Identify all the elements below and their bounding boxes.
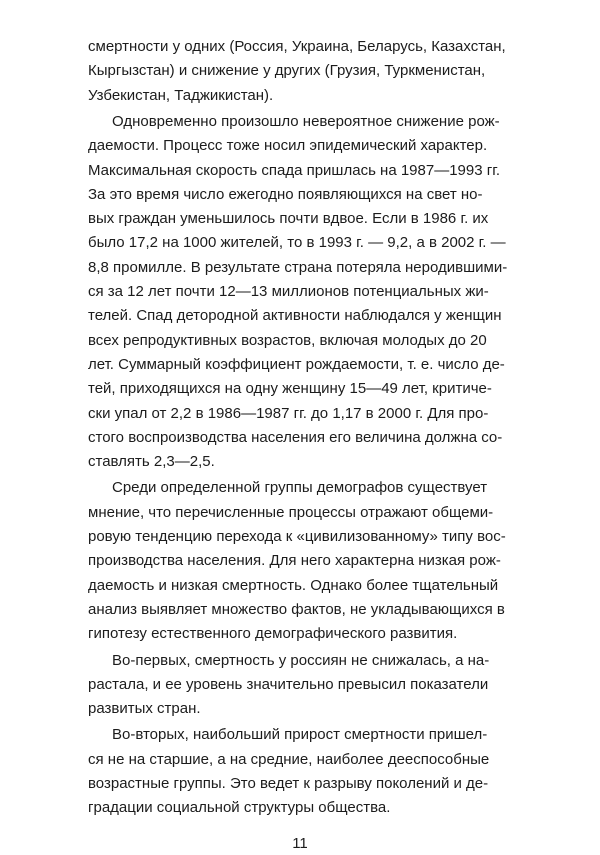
text-line: гипотезу естественного демографического развития. — [88, 625, 458, 643]
text-line: Во-вторых, наибольший прирост смертности пришел- — [112, 726, 488, 744]
text-line: даемости. Процесс тоже носил эпидемический характер. — [88, 137, 488, 155]
text-line: всех репродуктивных возрастов, включая молодых до 20 — [88, 331, 487, 349]
text-line: ся не на старшие, а на средние, наиболее дееспособные — [88, 750, 490, 768]
text-line: было 17,2 на 1000 жителей, то в 1993 г. — 9,2, а в 2002 г. — — [88, 234, 506, 252]
text-line: Максимальная скорость спада пришлась на 1987—1993 гг. — [88, 161, 501, 179]
text-line: Кыргызстан) и снижение у других (Грузия, Туркменистан, — [88, 62, 486, 80]
text-line: ся за 12 лет почти 12—13 миллионов потенциальных жи- — [88, 283, 489, 300]
text-line: градации социальной структуры общества. — [88, 799, 391, 817]
text-line: Узбекистан, Таджикистан). — [88, 86, 274, 104]
text-line: тей, приходящихся на одну женщину 15—49 лет, критиче- — [88, 380, 492, 398]
text-line: лет. Суммарный коэффициент рождаемости, т. е. число де- — [88, 355, 505, 373]
text-line: За это время число ежегодно появляющихся на свет но- — [88, 185, 483, 203]
text-line: вых граждан уменьшилось почти вдвое. Если в 1986 г. их — [88, 210, 489, 228]
text-line: телей. Спад детородной активности наблюдался у женщин — [88, 307, 502, 325]
text-line: Одновременно произошло невероятное снижение рож- — [112, 112, 500, 130]
text-line: анализ выявляет множество фактов, не укладывающихся в — [88, 600, 505, 618]
text-line: ставлять 2,3—2,5. — [88, 453, 215, 471]
page-number: 11 — [292, 834, 308, 852]
text-line: развитых стран. — [88, 700, 201, 718]
text-line: ски упал от 2,2 в 1986—1987 гг. до 1,17 в 2000 г. Для про- — [88, 404, 489, 422]
text-line: растала, и ее уровень значительно превысил показатели — [88, 675, 489, 693]
text-line: возрастные группы. Это ведет к разрыву поколений и де- — [88, 775, 489, 792]
text-line: Во-первых, смертность у россиян не снижалась, а на- — [112, 651, 490, 669]
text-line: мнение, что перечисленные процессы отражают общеми- — [88, 503, 494, 521]
text-line: стого воспроизводства населения его величина должна со- — [88, 428, 503, 446]
text-line: производства населения. Для него характерна низкая рож- — [88, 552, 501, 570]
text-line: Среди определенной группы демографов существует — [112, 479, 488, 497]
text-line: 8,8 промилле. В результате страна потеряла неродившими- — [88, 258, 508, 276]
text-line: ровую тенденцию перехода к «цивилизованному» типу вос- — [88, 528, 506, 545]
text-line: смертности у одних (Россия, Украина, Беларусь, Казахстан, — [88, 38, 506, 55]
text-line: даемость и низкая смертность. Однако более тщательный — [88, 576, 499, 594]
